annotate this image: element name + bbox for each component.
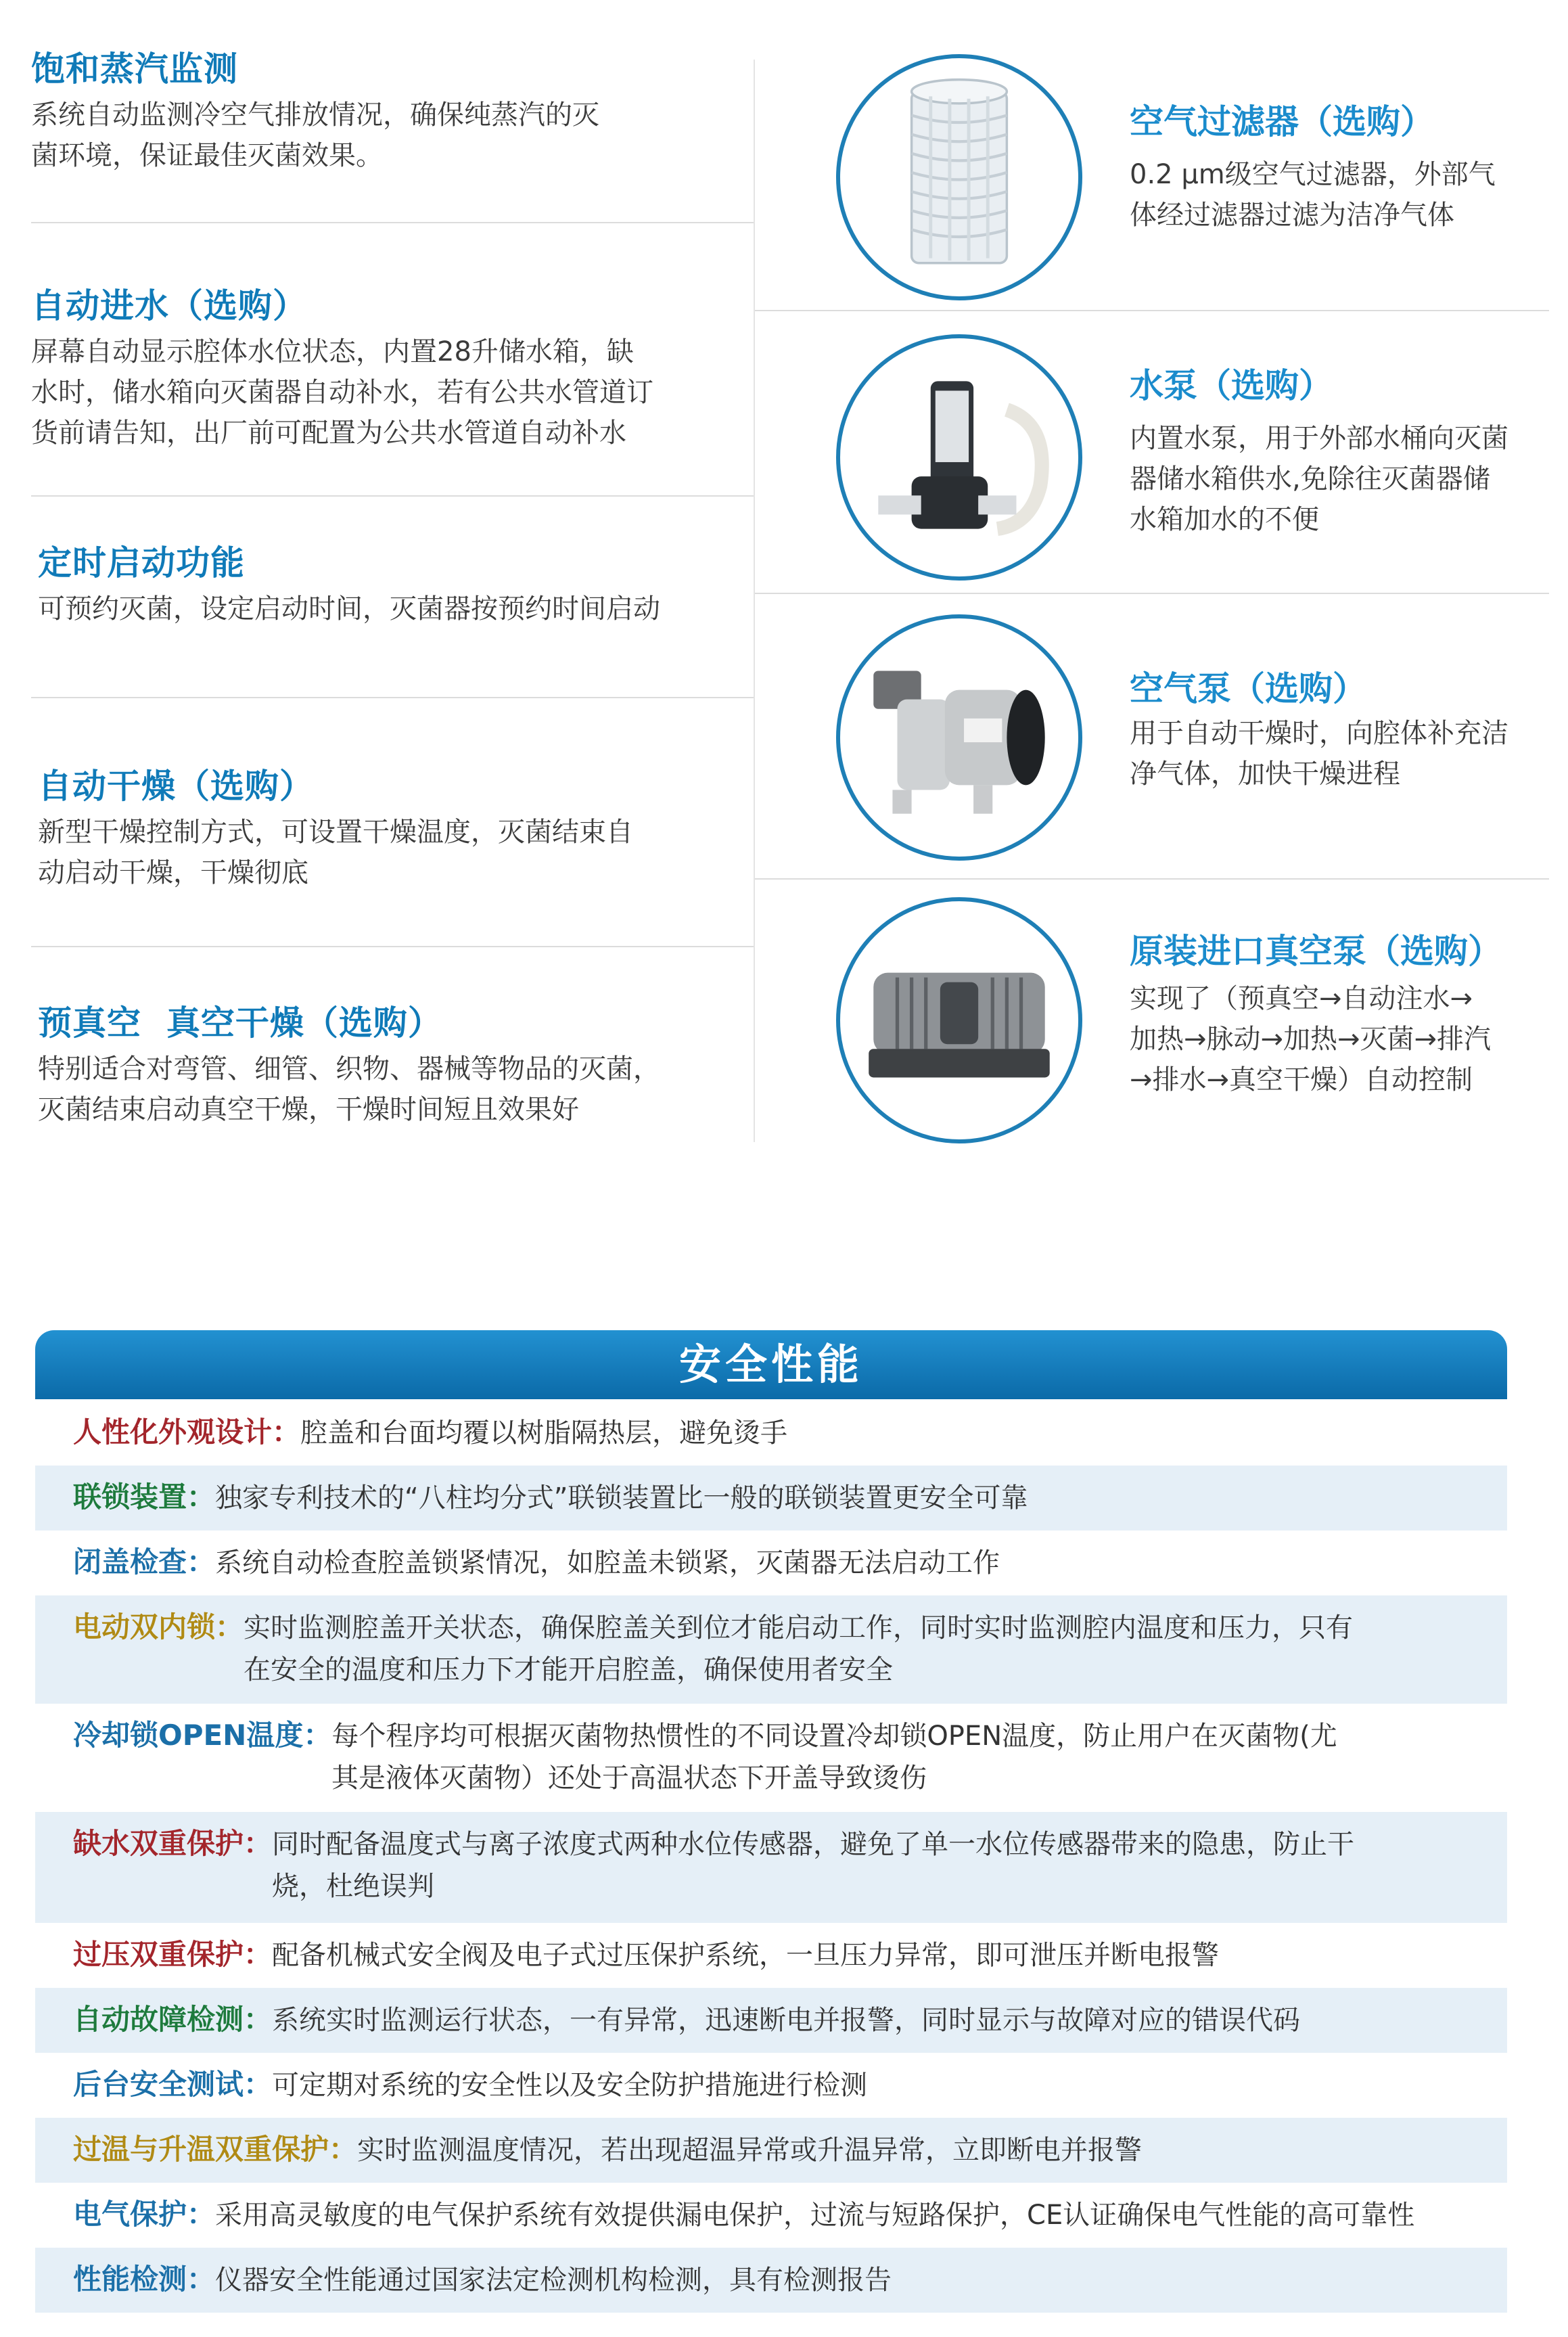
safety-item-desc-cont: 其是液体灭菌物）还处于高温状态下开盖导致烫伤 <box>331 1763 927 1794</box>
safety-item-label: 电动双内锁： <box>73 1610 244 1643</box>
desc-line: 体经过滤器过滤为洁净气体 <box>1130 200 1454 231</box>
safety-item-desc: 独家专利技术的“八柱均分式”联锁装置比一般的联锁装置更安全可靠 <box>215 1482 1028 1514</box>
water-pump-icon <box>836 334 1082 581</box>
desc-line: 动启动干燥，干燥彻底 <box>38 857 308 888</box>
divider <box>31 222 755 223</box>
feature-title: 定时启动功能 <box>38 543 245 583</box>
divider <box>755 593 1549 594</box>
option-title: 空气过滤器（选购） <box>1130 102 1434 141</box>
safety-item <box>35 1988 1507 2053</box>
safety-item <box>35 1704 1507 1812</box>
option-desc <box>1130 418 1549 540</box>
air-filter-icon <box>836 54 1082 300</box>
feature-title: 自动进水（选购） <box>31 286 307 325</box>
safety-item-label: 电气保护： <box>73 2198 216 2231</box>
column-divider <box>754 60 755 1142</box>
safety-item-label: 人性化外观设计： <box>73 1415 301 1449</box>
desc-line: 内置水泵，用于外部水桶向灭菌 <box>1130 423 1508 454</box>
safety-item <box>35 2053 1507 2118</box>
desc-line: 特别适合对弯管、细管、织物、器械等物品的灭菌， <box>38 1053 660 1085</box>
desc-line: →排水→真空干燥）自动控制 <box>1130 1064 1473 1095</box>
divider <box>755 878 1549 880</box>
desc-line: 系统自动监测冷空气排放情况，确保纯蒸汽的灭 <box>31 99 599 131</box>
safety-item-desc: 同时配备温度式与离子浓度式两种水位传感器，避免了单一水位传感器带来的隐患，防止干 <box>272 1829 1355 1860</box>
divider <box>31 495 755 497</box>
desc-line: 可预约灭菌，设定启动时间，灭菌器按预约时间启动 <box>38 593 660 625</box>
safety-item-desc: 仪器安全性能通过国家法定检测机构检测，具有检测报告 <box>215 2265 892 2296</box>
divider <box>31 946 755 947</box>
divider <box>755 310 1549 311</box>
safety-item-label: 性能检测： <box>73 2263 216 2296</box>
desc-line: 加热→脉动→加热→灭菌→排汽 <box>1130 1024 1492 1055</box>
safety-item <box>35 1530 1507 1595</box>
safety-item-desc: 实时监测腔盖开关状态，确保腔盖关到位才能启动工作，同时实时监测腔内温度和压力，只有 <box>244 1612 1354 1643</box>
feature-title: 自动干燥（选购） <box>38 767 314 806</box>
safety-item <box>35 1812 1507 1923</box>
safety-item-desc: 系统自动检查腔盖锁紧情况，如腔盖未锁紧，灭菌器无法启动工作 <box>215 1547 1000 1579</box>
safety-item-desc: 实时监测温度情况，若出现超温异常或升温异常，立即断电并报警 <box>357 2135 1143 2166</box>
desc-line: 0.2 μm级空气过滤器，外部气 <box>1130 159 1496 190</box>
desc-line: 货前请告知，出厂前可配置为公共水管道自动补水 <box>31 417 626 449</box>
feature-desc <box>31 95 762 176</box>
safety-item-desc: 采用高灵敏度的电气保护系统有效提供漏电保护，过流与短路保护，CE认证确保电气性能的高可靠性 <box>215 2200 1415 2231</box>
safety-item <box>35 1595 1507 1704</box>
option-desc <box>1130 713 1549 794</box>
safety-item-desc: 可定期对系统的安全性以及安全防护措施进行检测 <box>272 2070 868 2101</box>
safety-item-desc: 配备机械式安全阀及电子式过压保护系统，一旦压力异常，即可泄压并断电报警 <box>272 1940 1220 1971</box>
safety-item-label: 自动故障检测： <box>73 2003 273 2036</box>
safety-item-label: 缺水双重保护： <box>73 1827 273 1860</box>
desc-line: 屏幕自动显示腔体水位状态，内置28升储水箱，缺 <box>31 336 634 367</box>
safety-item <box>35 1466 1507 1530</box>
safety-item-desc-cont: 在安全的温度和压力下才能开启腔盖，确保使用者安全 <box>244 1654 893 1685</box>
safety-item-label: 冷却锁OPEN温度： <box>73 1719 332 1752</box>
safety-item-desc: 每个程序均可根据灭菌物热惯性的不同设置冷却锁OPEN温度，防止用户在灭菌物(尤 <box>331 1721 1337 1752</box>
desc-line: 水时，储水箱向灭菌器自动补水，若有公共水管道订 <box>31 377 653 408</box>
safety-item-label: 后台安全测试： <box>73 2068 273 2101</box>
desc-line: 水箱加水的不便 <box>1130 504 1319 535</box>
desc-line: 器储水箱供水,免除往灭菌器储 <box>1130 463 1490 495</box>
safety-item-label: 闭盖检查： <box>73 1545 216 1579</box>
safety-item <box>35 1923 1507 1988</box>
feature-desc <box>38 1049 768 1130</box>
safety-item <box>35 1401 1507 1466</box>
desc-line: 灭菌结束启动真空干燥，干燥时间短且效果好 <box>38 1094 579 1125</box>
divider <box>31 697 755 698</box>
feature-auto-water <box>31 284 762 453</box>
air-pump-icon <box>836 614 1082 861</box>
desc-line: 菌环境，保证最佳灭菌效果。 <box>31 140 383 171</box>
feature-steam-monitor <box>31 47 762 176</box>
safety-item-desc-cont: 烧，杜绝误判 <box>272 1871 434 1902</box>
feature-timer-start <box>38 541 768 629</box>
safety-item-desc: 腔盖和台面均覆以树脂隔热层，避免烫手 <box>300 1417 788 1449</box>
safety-item <box>35 2248 1507 2313</box>
feature-desc <box>38 589 768 629</box>
option-desc <box>1130 978 1549 1100</box>
option-title: 空气泵（选购） <box>1130 669 1366 708</box>
feature-auto-dry <box>38 765 768 893</box>
desc-line: 用于自动干燥时，向腔体补充洁 <box>1130 718 1508 749</box>
option-title: 水泵（选购） <box>1130 366 1333 405</box>
vacuum-pump-icon <box>836 897 1082 1143</box>
desc-line: 实现了（预真空→自动注水→ <box>1130 983 1473 1014</box>
desc-line: 新型干燥控制方式，可设置干燥温度，灭菌结束自 <box>38 817 633 848</box>
feature-title: 饱和蒸汽监测 <box>31 49 238 89</box>
safety-item <box>35 2118 1507 2183</box>
option-desc <box>1130 154 1549 235</box>
feature-vacuum-dry <box>38 1001 768 1130</box>
safety-item-label: 过温与升温双重保护： <box>73 2133 358 2166</box>
safety-item <box>35 2183 1507 2248</box>
safety-item-desc: 系统实时监测运行状态，一有异常，迅速断电并报警，同时显示与故障对应的错误代码 <box>272 2005 1301 2036</box>
safety-section-header: 安全性能 <box>35 1330 1507 1399</box>
feature-desc <box>31 332 762 453</box>
desc-line: 净气体，加快干燥进程 <box>1130 758 1400 790</box>
safety-item-label: 联锁装置： <box>73 1480 216 1514</box>
feature-title: 预真空 真空干燥（选购） <box>38 1003 442 1043</box>
safety-item-label: 过压双重保护： <box>73 1938 273 1971</box>
feature-desc <box>38 812 768 893</box>
option-title: 原装进口真空泵（选购） <box>1130 932 1502 971</box>
